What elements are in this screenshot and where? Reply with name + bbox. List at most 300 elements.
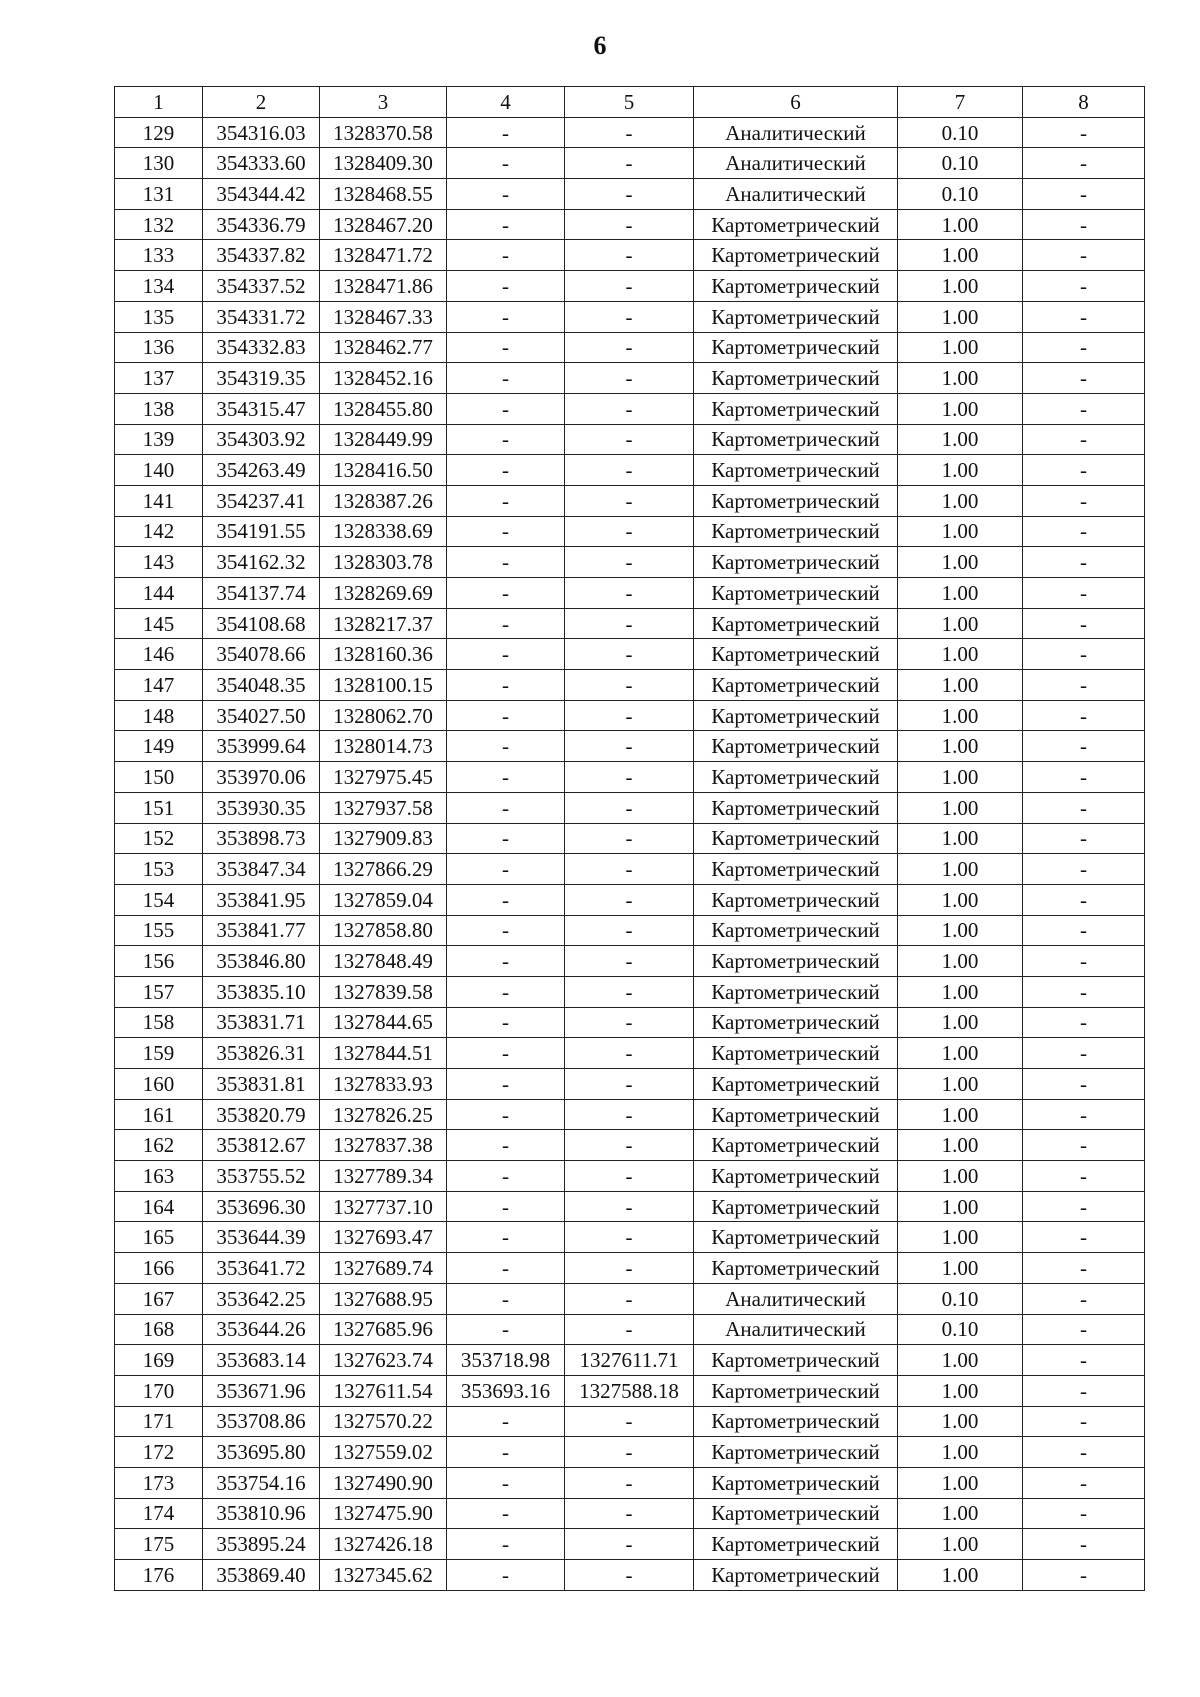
cell-accuracy: 1.00 bbox=[898, 485, 1023, 516]
table-row bbox=[115, 884, 1145, 915]
cell-x-coordinate: 354303.92 bbox=[203, 424, 320, 455]
cell-x-coordinate: 354315.47 bbox=[203, 393, 320, 424]
cell-determination-method: Картометрический bbox=[694, 884, 898, 915]
cell-y-coordinate: 1327345.62 bbox=[320, 1560, 447, 1591]
table-row bbox=[115, 301, 1145, 332]
cell-x-coordinate: 353812.67 bbox=[203, 1130, 320, 1161]
cell-x-coordinate-alt: - bbox=[447, 363, 565, 394]
cell-point-number: 145 bbox=[115, 608, 203, 639]
cell-description: - bbox=[1023, 1560, 1145, 1591]
table-row bbox=[115, 271, 1145, 302]
cell-determination-method: Картометрический bbox=[694, 1099, 898, 1130]
cell-x-coordinate: 354319.35 bbox=[203, 363, 320, 394]
table-row bbox=[115, 1437, 1145, 1468]
table-row bbox=[115, 762, 1145, 793]
cell-accuracy: 1.00 bbox=[898, 455, 1023, 486]
cell-point-number: 156 bbox=[115, 946, 203, 977]
cell-accuracy: 1.00 bbox=[898, 1069, 1023, 1100]
cell-determination-method: Картометрический bbox=[694, 547, 898, 578]
cell-y-coordinate: 1327975.45 bbox=[320, 762, 447, 793]
cell-x-coordinate: 353970.06 bbox=[203, 762, 320, 793]
cell-point-number: 150 bbox=[115, 762, 203, 793]
cell-determination-method: Картометрический bbox=[694, 455, 898, 486]
cell-description: - bbox=[1023, 301, 1145, 332]
cell-determination-method: Картометрический bbox=[694, 792, 898, 823]
cell-accuracy: 1.00 bbox=[898, 516, 1023, 547]
cell-determination-method: Картометрический bbox=[694, 485, 898, 516]
table-row bbox=[115, 1467, 1145, 1498]
cell-x-coordinate-alt: - bbox=[447, 1099, 565, 1130]
cell-y-coordinate-alt: - bbox=[565, 485, 694, 516]
cell-accuracy: 1.00 bbox=[898, 271, 1023, 302]
cell-x-coordinate: 354191.55 bbox=[203, 516, 320, 547]
cell-x-coordinate: 353841.77 bbox=[203, 915, 320, 946]
cell-determination-method: Картометрический bbox=[694, 301, 898, 332]
cell-description: - bbox=[1023, 1222, 1145, 1253]
cell-y-coordinate: 1327844.65 bbox=[320, 1007, 447, 1038]
cell-determination-method: Картометрический bbox=[694, 1007, 898, 1038]
cell-x-coordinate-alt: - bbox=[447, 946, 565, 977]
table-row bbox=[115, 393, 1145, 424]
cell-point-number: 173 bbox=[115, 1467, 203, 1498]
cell-y-coordinate: 1328416.50 bbox=[320, 455, 447, 486]
cell-accuracy: 1.00 bbox=[898, 731, 1023, 762]
cell-determination-method: Картометрический bbox=[694, 1253, 898, 1284]
cell-accuracy: 1.00 bbox=[898, 976, 1023, 1007]
cell-accuracy: 1.00 bbox=[898, 1222, 1023, 1253]
cell-accuracy: 1.00 bbox=[898, 1375, 1023, 1406]
cell-y-coordinate-alt: - bbox=[565, 946, 694, 977]
cell-x-coordinate: 354162.32 bbox=[203, 547, 320, 578]
table-row bbox=[115, 700, 1145, 731]
cell-y-coordinate: 1328471.72 bbox=[320, 240, 447, 271]
table-row bbox=[115, 1345, 1145, 1376]
cell-x-coordinate-alt: - bbox=[447, 700, 565, 731]
cell-point-number: 142 bbox=[115, 516, 203, 547]
cell-accuracy: 1.00 bbox=[898, 946, 1023, 977]
table-row bbox=[115, 455, 1145, 486]
cell-y-coordinate: 1328338.69 bbox=[320, 516, 447, 547]
cell-determination-method: Картометрический bbox=[694, 639, 898, 670]
cell-x-coordinate-alt: - bbox=[447, 578, 565, 609]
cell-accuracy: 1.00 bbox=[898, 1437, 1023, 1468]
table-row bbox=[115, 608, 1145, 639]
cell-accuracy: 1.00 bbox=[898, 1191, 1023, 1222]
cell-x-coordinate-alt: - bbox=[447, 1161, 565, 1192]
cell-y-coordinate: 1327570.22 bbox=[320, 1406, 447, 1437]
cell-y-coordinate: 1327826.25 bbox=[320, 1099, 447, 1130]
cell-point-number: 151 bbox=[115, 792, 203, 823]
table-row bbox=[115, 823, 1145, 854]
cell-x-coordinate-alt: - bbox=[447, 1406, 565, 1437]
cell-point-number: 129 bbox=[115, 117, 203, 148]
table-row bbox=[115, 1007, 1145, 1038]
cell-x-coordinate: 353999.64 bbox=[203, 731, 320, 762]
cell-x-coordinate: 353930.35 bbox=[203, 792, 320, 823]
cell-y-coordinate-alt: - bbox=[565, 1560, 694, 1591]
cell-accuracy: 1.00 bbox=[898, 209, 1023, 240]
table-row bbox=[115, 1314, 1145, 1345]
cell-description: - bbox=[1023, 1130, 1145, 1161]
cell-x-coordinate: 353754.16 bbox=[203, 1467, 320, 1498]
cell-x-coordinate-alt: - bbox=[447, 117, 565, 148]
cell-accuracy: 1.00 bbox=[898, 1529, 1023, 1560]
cell-x-coordinate: 353641.72 bbox=[203, 1253, 320, 1284]
cell-y-coordinate: 1327693.47 bbox=[320, 1222, 447, 1253]
cell-point-number: 141 bbox=[115, 485, 203, 516]
cell-x-coordinate: 353644.39 bbox=[203, 1222, 320, 1253]
cell-y-coordinate-alt: 1327588.18 bbox=[565, 1375, 694, 1406]
cell-x-coordinate-alt: - bbox=[447, 301, 565, 332]
cell-determination-method: Картометрический bbox=[694, 823, 898, 854]
cell-point-number: 172 bbox=[115, 1437, 203, 1468]
cell-point-number: 138 bbox=[115, 393, 203, 424]
cell-y-coordinate: 1328269.69 bbox=[320, 578, 447, 609]
cell-x-coordinate-alt: - bbox=[447, 1222, 565, 1253]
cell-y-coordinate: 1327789.34 bbox=[320, 1161, 447, 1192]
cell-y-coordinate-alt: - bbox=[565, 976, 694, 1007]
table-row bbox=[115, 332, 1145, 363]
cell-determination-method: Картометрический bbox=[694, 1437, 898, 1468]
cell-description: - bbox=[1023, 700, 1145, 731]
cell-point-number: 158 bbox=[115, 1007, 203, 1038]
cell-point-number: 164 bbox=[115, 1191, 203, 1222]
cell-x-coordinate-alt: - bbox=[447, 1467, 565, 1498]
cell-accuracy: 1.00 bbox=[898, 1130, 1023, 1161]
cell-x-coordinate: 354027.50 bbox=[203, 700, 320, 731]
cell-y-coordinate-alt: - bbox=[565, 762, 694, 793]
cell-description: - bbox=[1023, 1467, 1145, 1498]
cell-y-coordinate-alt: - bbox=[565, 1222, 694, 1253]
cell-accuracy: 1.00 bbox=[898, 792, 1023, 823]
cell-x-coordinate-alt: 353693.16 bbox=[447, 1375, 565, 1406]
cell-y-coordinate-alt: - bbox=[565, 608, 694, 639]
cell-y-coordinate: 1327837.38 bbox=[320, 1130, 447, 1161]
cell-determination-method: Картометрический bbox=[694, 1467, 898, 1498]
cell-x-coordinate-alt: - bbox=[447, 823, 565, 854]
cell-description: - bbox=[1023, 884, 1145, 915]
cell-point-number: 169 bbox=[115, 1345, 203, 1376]
cell-point-number: 131 bbox=[115, 179, 203, 210]
cell-x-coordinate: 353898.73 bbox=[203, 823, 320, 854]
cell-point-number: 143 bbox=[115, 547, 203, 578]
cell-y-coordinate: 1328409.30 bbox=[320, 148, 447, 179]
table-row bbox=[115, 424, 1145, 455]
cell-point-number: 130 bbox=[115, 148, 203, 179]
cell-y-coordinate-alt: - bbox=[565, 1191, 694, 1222]
cell-point-number: 163 bbox=[115, 1161, 203, 1192]
cell-x-coordinate-alt: - bbox=[447, 148, 565, 179]
table-row bbox=[115, 1099, 1145, 1130]
cell-determination-method: Картометрический bbox=[694, 915, 898, 946]
cell-point-number: 167 bbox=[115, 1283, 203, 1314]
cell-x-coordinate-alt: - bbox=[447, 271, 565, 302]
cell-point-number: 148 bbox=[115, 700, 203, 731]
cell-description: - bbox=[1023, 1191, 1145, 1222]
cell-y-coordinate: 1328462.77 bbox=[320, 332, 447, 363]
cell-determination-method: Картометрический bbox=[694, 209, 898, 240]
cell-point-number: 147 bbox=[115, 670, 203, 701]
cell-x-coordinate: 353846.80 bbox=[203, 946, 320, 977]
cell-x-coordinate: 353835.10 bbox=[203, 976, 320, 1007]
cell-point-number: 154 bbox=[115, 884, 203, 915]
cell-determination-method: Аналитический bbox=[694, 179, 898, 210]
table-row bbox=[115, 1191, 1145, 1222]
cell-determination-method: Картометрический bbox=[694, 516, 898, 547]
cell-point-number: 153 bbox=[115, 854, 203, 885]
column-header-4: 4 bbox=[447, 87, 565, 118]
cell-y-coordinate: 1328452.16 bbox=[320, 363, 447, 394]
cell-y-coordinate: 1327475.90 bbox=[320, 1498, 447, 1529]
table-row bbox=[115, 1529, 1145, 1560]
page-number: 6 bbox=[593, 31, 607, 60]
cell-x-coordinate-alt: - bbox=[447, 1560, 565, 1591]
column-header-2: 2 bbox=[203, 87, 320, 118]
cell-x-coordinate: 354078.66 bbox=[203, 639, 320, 670]
cell-y-coordinate-alt: - bbox=[565, 332, 694, 363]
cell-accuracy: 1.00 bbox=[898, 884, 1023, 915]
cell-y-coordinate-alt: - bbox=[565, 1406, 694, 1437]
cell-y-coordinate: 1327689.74 bbox=[320, 1253, 447, 1284]
cell-determination-method: Картометрический bbox=[694, 1191, 898, 1222]
cell-determination-method: Картометрический bbox=[694, 240, 898, 271]
cell-point-number: 176 bbox=[115, 1560, 203, 1591]
cell-accuracy: 1.00 bbox=[898, 823, 1023, 854]
cell-y-coordinate: 1327426.18 bbox=[320, 1529, 447, 1560]
table-header-row bbox=[115, 87, 1145, 118]
cell-x-coordinate: 354237.41 bbox=[203, 485, 320, 516]
cell-description: - bbox=[1023, 1375, 1145, 1406]
cell-determination-method: Картометрический bbox=[694, 1375, 898, 1406]
cell-point-number: 166 bbox=[115, 1253, 203, 1284]
cell-y-coordinate: 1328471.86 bbox=[320, 271, 447, 302]
table-row bbox=[115, 1498, 1145, 1529]
cell-y-coordinate-alt: 1327611.71 bbox=[565, 1345, 694, 1376]
cell-y-coordinate: 1327859.04 bbox=[320, 884, 447, 915]
column-header-8: 8 bbox=[1023, 87, 1145, 118]
cell-accuracy: 1.00 bbox=[898, 1099, 1023, 1130]
cell-accuracy: 1.00 bbox=[898, 1161, 1023, 1192]
cell-description: - bbox=[1023, 608, 1145, 639]
cell-x-coordinate-alt: - bbox=[447, 209, 565, 240]
cell-determination-method: Картометрический bbox=[694, 854, 898, 885]
cell-y-coordinate-alt: - bbox=[565, 209, 694, 240]
table-row bbox=[115, 639, 1145, 670]
cell-y-coordinate: 1328387.26 bbox=[320, 485, 447, 516]
cell-accuracy: 1.00 bbox=[898, 393, 1023, 424]
cell-accuracy: 1.00 bbox=[898, 1007, 1023, 1038]
cell-determination-method: Картометрический bbox=[694, 946, 898, 977]
cell-y-coordinate-alt: - bbox=[565, 271, 694, 302]
table-row bbox=[115, 179, 1145, 210]
table-row bbox=[115, 1283, 1145, 1314]
table-row bbox=[115, 516, 1145, 547]
cell-accuracy: 1.00 bbox=[898, 332, 1023, 363]
cell-y-coordinate-alt: - bbox=[565, 915, 694, 946]
table-row bbox=[115, 1253, 1145, 1284]
cell-accuracy: 1.00 bbox=[898, 547, 1023, 578]
cell-x-coordinate-alt: - bbox=[447, 1069, 565, 1100]
cell-y-coordinate: 1327559.02 bbox=[320, 1437, 447, 1468]
cell-determination-method: Аналитический bbox=[694, 117, 898, 148]
cell-determination-method: Картометрический bbox=[694, 332, 898, 363]
cell-point-number: 161 bbox=[115, 1099, 203, 1130]
column-header-3: 3 bbox=[320, 87, 447, 118]
cell-accuracy: 0.10 bbox=[898, 117, 1023, 148]
cell-point-number: 136 bbox=[115, 332, 203, 363]
cell-y-coordinate-alt: - bbox=[565, 1467, 694, 1498]
cell-x-coordinate: 354333.60 bbox=[203, 148, 320, 179]
cell-determination-method: Картометрический bbox=[694, 762, 898, 793]
cell-x-coordinate-alt: 353718.98 bbox=[447, 1345, 565, 1376]
cell-y-coordinate-alt: - bbox=[565, 1069, 694, 1100]
cell-y-coordinate: 1328160.36 bbox=[320, 639, 447, 670]
cell-determination-method: Аналитический bbox=[694, 1283, 898, 1314]
cell-point-number: 144 bbox=[115, 578, 203, 609]
cell-determination-method: Картометрический bbox=[694, 1069, 898, 1100]
cell-y-coordinate-alt: - bbox=[565, 854, 694, 885]
cell-x-coordinate: 354316.03 bbox=[203, 117, 320, 148]
cell-determination-method: Картометрический bbox=[694, 1560, 898, 1591]
cell-accuracy: 1.00 bbox=[898, 1345, 1023, 1376]
cell-y-coordinate: 1327937.58 bbox=[320, 792, 447, 823]
cell-y-coordinate: 1328217.37 bbox=[320, 608, 447, 639]
cell-x-coordinate: 353869.40 bbox=[203, 1560, 320, 1591]
cell-determination-method: Картометрический bbox=[694, 976, 898, 1007]
cell-x-coordinate-alt: - bbox=[447, 1529, 565, 1560]
cell-determination-method: Аналитический bbox=[694, 148, 898, 179]
cell-y-coordinate: 1327848.49 bbox=[320, 946, 447, 977]
cell-accuracy: 1.00 bbox=[898, 301, 1023, 332]
cell-accuracy: 1.00 bbox=[898, 670, 1023, 701]
cell-y-coordinate: 1328455.80 bbox=[320, 393, 447, 424]
cell-y-coordinate-alt: - bbox=[565, 1253, 694, 1284]
cell-x-coordinate-alt: - bbox=[447, 762, 565, 793]
cell-point-number: 175 bbox=[115, 1529, 203, 1560]
column-header-5: 5 bbox=[565, 87, 694, 118]
cell-determination-method: Картометрический bbox=[694, 670, 898, 701]
cell-determination-method: Картометрический bbox=[694, 1038, 898, 1069]
cell-accuracy: 1.00 bbox=[898, 1253, 1023, 1284]
cell-x-coordinate-alt: - bbox=[447, 1007, 565, 1038]
cell-point-number: 133 bbox=[115, 240, 203, 271]
cell-x-coordinate: 353755.52 bbox=[203, 1161, 320, 1192]
cell-y-coordinate: 1328468.55 bbox=[320, 179, 447, 210]
cell-description: - bbox=[1023, 1529, 1145, 1560]
cell-x-coordinate-alt: - bbox=[447, 854, 565, 885]
cell-y-coordinate: 1328467.20 bbox=[320, 209, 447, 240]
table-row bbox=[115, 976, 1145, 1007]
cell-point-number: 157 bbox=[115, 976, 203, 1007]
cell-description: - bbox=[1023, 1345, 1145, 1376]
cell-accuracy: 1.00 bbox=[898, 762, 1023, 793]
cell-point-number: 155 bbox=[115, 915, 203, 946]
cell-description: - bbox=[1023, 393, 1145, 424]
cell-x-coordinate-alt: - bbox=[447, 240, 565, 271]
cell-x-coordinate: 353671.96 bbox=[203, 1375, 320, 1406]
cell-x-coordinate: 353895.24 bbox=[203, 1529, 320, 1560]
cell-y-coordinate: 1328370.58 bbox=[320, 117, 447, 148]
cell-x-coordinate: 353708.86 bbox=[203, 1406, 320, 1437]
cell-y-coordinate-alt: - bbox=[565, 516, 694, 547]
cell-description: - bbox=[1023, 332, 1145, 363]
cell-description: - bbox=[1023, 1437, 1145, 1468]
cell-determination-method: Картометрический bbox=[694, 1406, 898, 1437]
cell-y-coordinate-alt: - bbox=[565, 301, 694, 332]
cell-y-coordinate-alt: - bbox=[565, 424, 694, 455]
cell-y-coordinate: 1328062.70 bbox=[320, 700, 447, 731]
cell-description: - bbox=[1023, 1314, 1145, 1345]
column-header-7: 7 bbox=[898, 87, 1023, 118]
cell-point-number: 132 bbox=[115, 209, 203, 240]
cell-description: - bbox=[1023, 946, 1145, 977]
cell-determination-method: Картометрический bbox=[694, 1130, 898, 1161]
table-row bbox=[115, 670, 1145, 701]
cell-description: - bbox=[1023, 1099, 1145, 1130]
cell-y-coordinate: 1327490.90 bbox=[320, 1467, 447, 1498]
cell-x-coordinate-alt: - bbox=[447, 670, 565, 701]
cell-y-coordinate-alt: - bbox=[565, 148, 694, 179]
cell-accuracy: 1.00 bbox=[898, 363, 1023, 394]
cell-description: - bbox=[1023, 762, 1145, 793]
table-row bbox=[115, 547, 1145, 578]
table-row bbox=[115, 1560, 1145, 1591]
table-row bbox=[115, 1222, 1145, 1253]
cell-x-coordinate-alt: - bbox=[447, 731, 565, 762]
cell-determination-method: Картометрический bbox=[694, 578, 898, 609]
cell-accuracy: 0.10 bbox=[898, 1314, 1023, 1345]
cell-x-coordinate-alt: - bbox=[447, 332, 565, 363]
cell-x-coordinate: 353826.31 bbox=[203, 1038, 320, 1069]
cell-x-coordinate: 354048.35 bbox=[203, 670, 320, 701]
cell-y-coordinate-alt: - bbox=[565, 179, 694, 210]
cell-determination-method: Картометрический bbox=[694, 271, 898, 302]
cell-description: - bbox=[1023, 363, 1145, 394]
cell-description: - bbox=[1023, 1498, 1145, 1529]
cell-y-coordinate-alt: - bbox=[565, 578, 694, 609]
cell-y-coordinate: 1328303.78 bbox=[320, 547, 447, 578]
table-row bbox=[115, 915, 1145, 946]
cell-x-coordinate-alt: - bbox=[447, 424, 565, 455]
cell-x-coordinate-alt: - bbox=[447, 455, 565, 486]
cell-description: - bbox=[1023, 670, 1145, 701]
cell-determination-method: Картометрический bbox=[694, 1161, 898, 1192]
cell-x-coordinate-alt: - bbox=[447, 1130, 565, 1161]
cell-description: - bbox=[1023, 578, 1145, 609]
cell-x-coordinate: 353644.26 bbox=[203, 1314, 320, 1345]
cell-description: - bbox=[1023, 639, 1145, 670]
cell-accuracy: 1.00 bbox=[898, 854, 1023, 885]
cell-description: - bbox=[1023, 976, 1145, 1007]
cell-description: - bbox=[1023, 424, 1145, 455]
column-header-6: 6 bbox=[694, 87, 898, 118]
cell-y-coordinate-alt: - bbox=[565, 1038, 694, 1069]
cell-y-coordinate-alt: - bbox=[565, 117, 694, 148]
cell-determination-method: Картометрический bbox=[694, 1345, 898, 1376]
cell-y-coordinate: 1327839.58 bbox=[320, 976, 447, 1007]
cell-y-coordinate-alt: - bbox=[565, 639, 694, 670]
table-row bbox=[115, 792, 1145, 823]
cell-y-coordinate: 1328014.73 bbox=[320, 731, 447, 762]
cell-y-coordinate-alt: - bbox=[565, 363, 694, 394]
cell-y-coordinate: 1328100.15 bbox=[320, 670, 447, 701]
cell-description: - bbox=[1023, 148, 1145, 179]
cell-accuracy: 1.00 bbox=[898, 1560, 1023, 1591]
cell-y-coordinate: 1327688.95 bbox=[320, 1283, 447, 1314]
cell-accuracy: 1.00 bbox=[898, 424, 1023, 455]
column-header-1: 1 bbox=[115, 87, 203, 118]
cell-x-coordinate-alt: - bbox=[447, 485, 565, 516]
